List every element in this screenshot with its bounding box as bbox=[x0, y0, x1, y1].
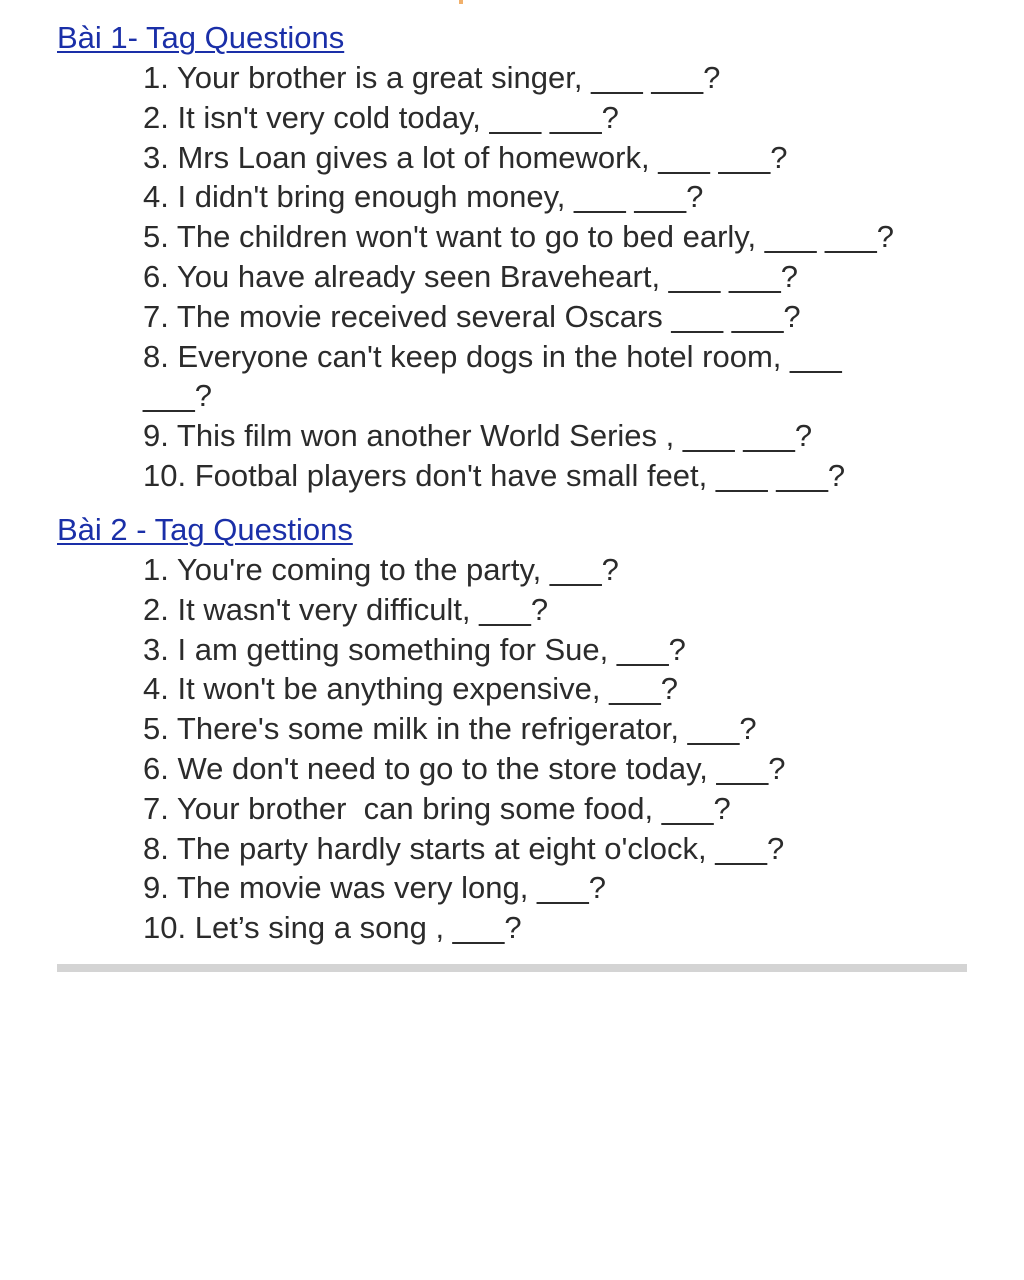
question-text: It isn't very cold today, ___ ___? bbox=[177, 99, 619, 135]
question-number: 7. bbox=[143, 298, 169, 334]
question-item bbox=[143, 709, 973, 749]
question-text: The children won't want to go to bed early, ___ ___? bbox=[176, 219, 895, 255]
question-item bbox=[143, 789, 973, 829]
question-text: You're coming to the party, ___? bbox=[176, 552, 619, 587]
question-number: 9. bbox=[143, 418, 169, 454]
question-item bbox=[143, 177, 973, 217]
question-item bbox=[143, 749, 973, 789]
question-number: 7. bbox=[143, 790, 169, 826]
question-text: It wasn't very difficult, ___? bbox=[177, 591, 549, 627]
question-number: 8. bbox=[143, 830, 169, 866]
question-number: 10. bbox=[143, 910, 187, 946]
question-number: 3. bbox=[143, 139, 169, 175]
question-text: Your brother is a great singer, ___ ___? bbox=[176, 60, 721, 95]
question-text: Footbal players don't have small feet, ___ ___? bbox=[194, 457, 846, 493]
question-item bbox=[143, 550, 973, 590]
question-item bbox=[143, 456, 973, 496]
question-number: 4. bbox=[143, 179, 169, 215]
question-text: Let’s sing a song , ___? bbox=[194, 910, 522, 946]
question-text: It won't be anything expensive, ___? bbox=[177, 671, 679, 707]
question-number: 10. bbox=[143, 457, 187, 493]
question-text: You have already seen Braveheart, ___ ___? bbox=[176, 258, 798, 294]
question-text: Mrs Loan gives a lot of homework, ___ ___? bbox=[177, 139, 788, 175]
question-item bbox=[143, 138, 973, 178]
question-number: 1. bbox=[143, 60, 169, 95]
question-number: 1. bbox=[143, 552, 169, 587]
question-item bbox=[143, 590, 973, 630]
question-item bbox=[143, 58, 973, 98]
question-text: Your brother can bring some food, ___? bbox=[176, 790, 731, 826]
question-number: 4. bbox=[143, 671, 169, 707]
question-item bbox=[143, 630, 973, 670]
section-divider bbox=[57, 964, 967, 972]
question-text: The party hardly starts at eight o'clock, ___? bbox=[176, 830, 785, 866]
question-number: 6. bbox=[143, 258, 169, 294]
question-item bbox=[143, 908, 973, 948]
question-item bbox=[143, 337, 903, 417]
question-item bbox=[143, 217, 973, 257]
question-number: 6. bbox=[143, 750, 169, 786]
question-text: I didn't bring enough money, ___ ___? bbox=[177, 179, 704, 215]
question-text: There's some milk in the refrigerator, ___? bbox=[176, 711, 757, 747]
question-number: 2. bbox=[143, 99, 169, 135]
question-item bbox=[143, 669, 973, 709]
question-item bbox=[143, 829, 973, 869]
question-item bbox=[143, 257, 973, 297]
question-number: 8. bbox=[143, 338, 169, 374]
question-text: The movie received several Oscars ___ ___? bbox=[176, 298, 801, 334]
section-2-title: Bài 2 - Tag Questions bbox=[57, 512, 353, 547]
question-text: This film won another World Series , ___ ___? bbox=[176, 418, 813, 454]
section-2-question-list bbox=[143, 550, 973, 948]
section-1-title: Bài 1- Tag Questions bbox=[57, 20, 345, 55]
question-number: 3. bbox=[143, 631, 169, 667]
top-mark bbox=[459, 0, 463, 4]
question-number: 5. bbox=[143, 711, 169, 747]
question-text: We don't need to go to the store today, ___? bbox=[177, 750, 786, 786]
question-item bbox=[143, 98, 973, 138]
section-1-question-list bbox=[143, 58, 973, 496]
question-item bbox=[143, 868, 973, 908]
question-number: 9. bbox=[143, 870, 169, 906]
question-number: 5. bbox=[143, 219, 169, 255]
question-text: The movie was very long, ___? bbox=[176, 870, 606, 906]
question-item bbox=[143, 416, 973, 456]
question-text: I am getting something for Sue, ___? bbox=[177, 631, 686, 667]
question-item bbox=[143, 297, 973, 337]
question-number: 2. bbox=[143, 591, 169, 627]
question-text: Everyone can't keep dogs in the hotel room, ___ ___? bbox=[143, 338, 851, 414]
